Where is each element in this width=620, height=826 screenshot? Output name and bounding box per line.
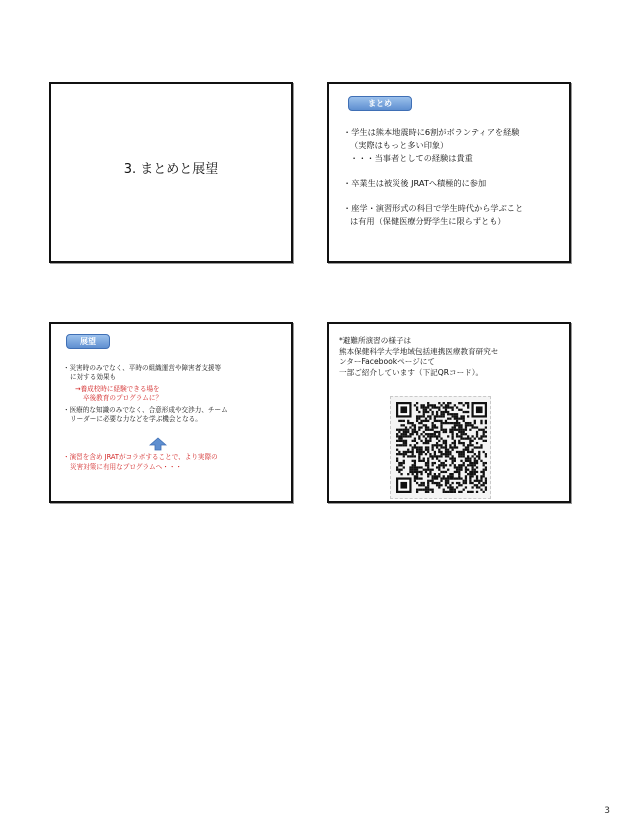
outlook-line: 災害対策に有用なプログラムへ・・・: [70, 463, 183, 471]
slide-3: [49, 322, 293, 503]
summary-line: ・座学・演習形式の科目で学生時代から学ぶこと: [343, 203, 524, 213]
outlook-conclusion: [63, 452, 283, 472]
summary-line: （実際はもっと多い印象）: [350, 140, 449, 150]
note-line: ンターFacebookページにて: [339, 357, 435, 366]
outlook-line: 卒後教育のプログラムに？: [83, 394, 163, 402]
outlook-line: に対する効果も: [70, 373, 117, 381]
summary-line: は有用（保健医療分野学生に限らずとも）: [350, 216, 506, 226]
outlook-line: ・医療的な知識のみでなく、合意形成や交渉力、チーム: [63, 406, 228, 414]
note-line: 一部ご紹介しています（下記QRコード）。: [339, 367, 484, 377]
qr-code-icon: [396, 402, 487, 493]
outlook-line: ・演習を含め JRATがコラボすることで、より実際の: [63, 453, 218, 461]
facebook-note: [339, 336, 563, 378]
summary-line: ・・・当事者としての経験は貴重: [350, 153, 473, 163]
summary-list: [343, 126, 561, 228]
page-number: 3: [604, 806, 610, 816]
slide-1: [49, 82, 293, 263]
outlook-list: [63, 364, 283, 424]
outlook-line: →養成校時に経験できる場を: [75, 385, 160, 393]
slide-2: [327, 82, 571, 263]
note-line: *避難所演習の様子は: [339, 336, 412, 345]
qr-code-frame: [390, 396, 491, 499]
outlook-line: リーダーに必要な力などを学ぶ機会となる。: [70, 415, 202, 423]
outlook-tag: 展望: [66, 334, 110, 349]
slide-title: 3. まとめと展望: [123, 162, 219, 177]
note-line: 熊本保健科学大学地域包括連携医療教育研究セ: [339, 346, 499, 356]
outlook-line: ・災害時のみでなく、平時の組織運営や障害者支援等: [63, 364, 222, 372]
summary-line: ・学生は熊本地震時に6割がボランティアを経験: [343, 127, 520, 137]
summary-tag: まとめ: [348, 96, 412, 111]
summary-line: ・卒業生は被災後 JRATへ積極的に参加: [343, 178, 487, 188]
up-arrow-icon: [149, 437, 167, 451]
slide-4: [327, 322, 571, 503]
